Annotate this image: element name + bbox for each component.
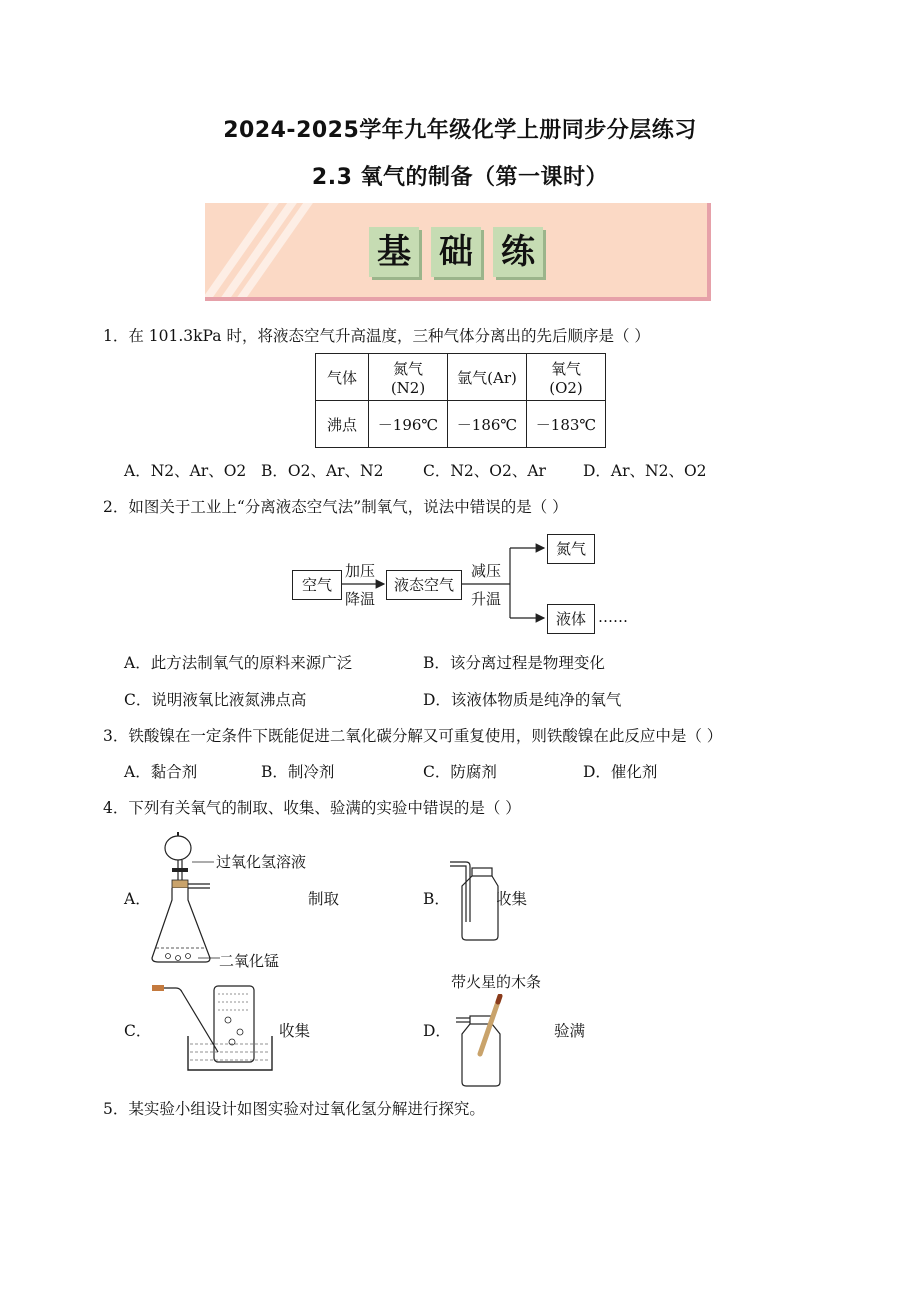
q1-option-b: B．O2、Ar、N2 [261, 462, 384, 480]
section-banner [205, 203, 711, 301]
table-cell: －196℃ [369, 401, 448, 448]
question-5-stem: 5．某实验小组设计如图实验对过氧化氢分解进行探究。 [103, 1100, 485, 1118]
flow-ellipsis: …… [598, 608, 628, 626]
q3-option-b: B．制冷剂 [261, 763, 335, 781]
q4-option-b-letter: B． [423, 890, 450, 908]
question-4-stem: 4．下列有关氧气的制取、收集、验满的实验中错误的是（ ） [103, 799, 521, 817]
q1-option-c: C．N2、O2、Ar [423, 462, 546, 480]
flask-with-funnel-icon [148, 828, 224, 974]
gas-bottle-icon [446, 852, 500, 942]
gas-bottle-splint-icon [448, 994, 512, 1090]
q4-option-c-letter: C． [124, 1022, 152, 1040]
q2-option-a: A．此方法制氧气的原料来源广泛 [124, 654, 353, 672]
flow-label: 减压 [471, 562, 502, 580]
q2-option-c: C．说明液氧比液氮沸点高 [124, 691, 307, 709]
table-cell: 沸点 [316, 401, 369, 448]
q4-option-a-letter: A． [124, 890, 151, 908]
banner-char-3: 练 [493, 227, 543, 277]
q3-option-a: A．黏合剂 [124, 763, 198, 781]
banner-char-2: 础 [431, 227, 481, 277]
q4-option-c-caption: 收集 [279, 1022, 311, 1040]
table-cell: －186℃ [448, 401, 527, 448]
question-1-stem: 1．在 101.3kPa 时，将液态空气升高温度，三种气体分离出的先后顺序是（ ） [103, 327, 650, 345]
boiling-point-table [315, 353, 606, 448]
air-separation-flowchart [288, 532, 648, 642]
flow-nitrogen-box: 氮气 [547, 534, 595, 564]
q4-option-a-caption: 制取 [308, 890, 340, 908]
table-cell: 气体 [316, 354, 369, 401]
q3-option-c: C．防腐剂 [423, 763, 497, 781]
table-cell: 氩气(Ar) [448, 354, 527, 401]
q4-option-d-caption: 验满 [554, 1022, 586, 1040]
q3-option-d: D．催化剂 [583, 763, 658, 781]
q4-option-d-letter: D． [423, 1022, 451, 1040]
q2-option-d: D．该液体物质是纯净的氧气 [423, 691, 622, 709]
label-glowing-splint: 带火星的木条 [451, 973, 542, 991]
banner-char-1: 基 [369, 227, 419, 277]
table-row [316, 354, 606, 401]
page-subtitle: 2.3 氧气的制备（第一课时） [311, 165, 609, 190]
water-trough-icon [148, 980, 276, 1076]
flow-air-box: 空气 [292, 570, 342, 600]
flow-label: 降温 [345, 590, 376, 608]
table-cell: －183℃ [527, 401, 606, 448]
flow-liquid-box: 液体 [547, 604, 595, 634]
flow-label: 升温 [471, 590, 502, 608]
flow-liquid-air-box: 液态空气 [386, 570, 462, 600]
q2-option-b: B．该分离过程是物理变化 [423, 654, 605, 672]
label-hydrogen-peroxide: 过氧化氢溶液 [216, 853, 307, 871]
question-2-stem: 2．如图关于工业上“分离液态空气法”制氧气，说法中错误的是（ ） [103, 498, 568, 516]
q1-option-d: D．Ar、N2、O2 [583, 462, 707, 480]
page-title: 2024-2025学年九年级化学上册同步分层练习 [223, 118, 697, 143]
flow-label: 加压 [345, 562, 376, 580]
q4-option-b-caption: 收集 [496, 890, 528, 908]
table-cell: 氧气(O2) [527, 354, 606, 401]
q1-option-a: A．N2、Ar、O2 [124, 462, 247, 480]
table-cell: 氮气(N2) [369, 354, 448, 401]
table-row [316, 401, 606, 448]
label-manganese-dioxide: 二氧化锰 [219, 952, 280, 970]
question-3-stem: 3．铁酸镍在一定条件下既能促进二氧化碳分解又可重复使用，则铁酸镍在此反应中是（ ） [103, 727, 723, 745]
